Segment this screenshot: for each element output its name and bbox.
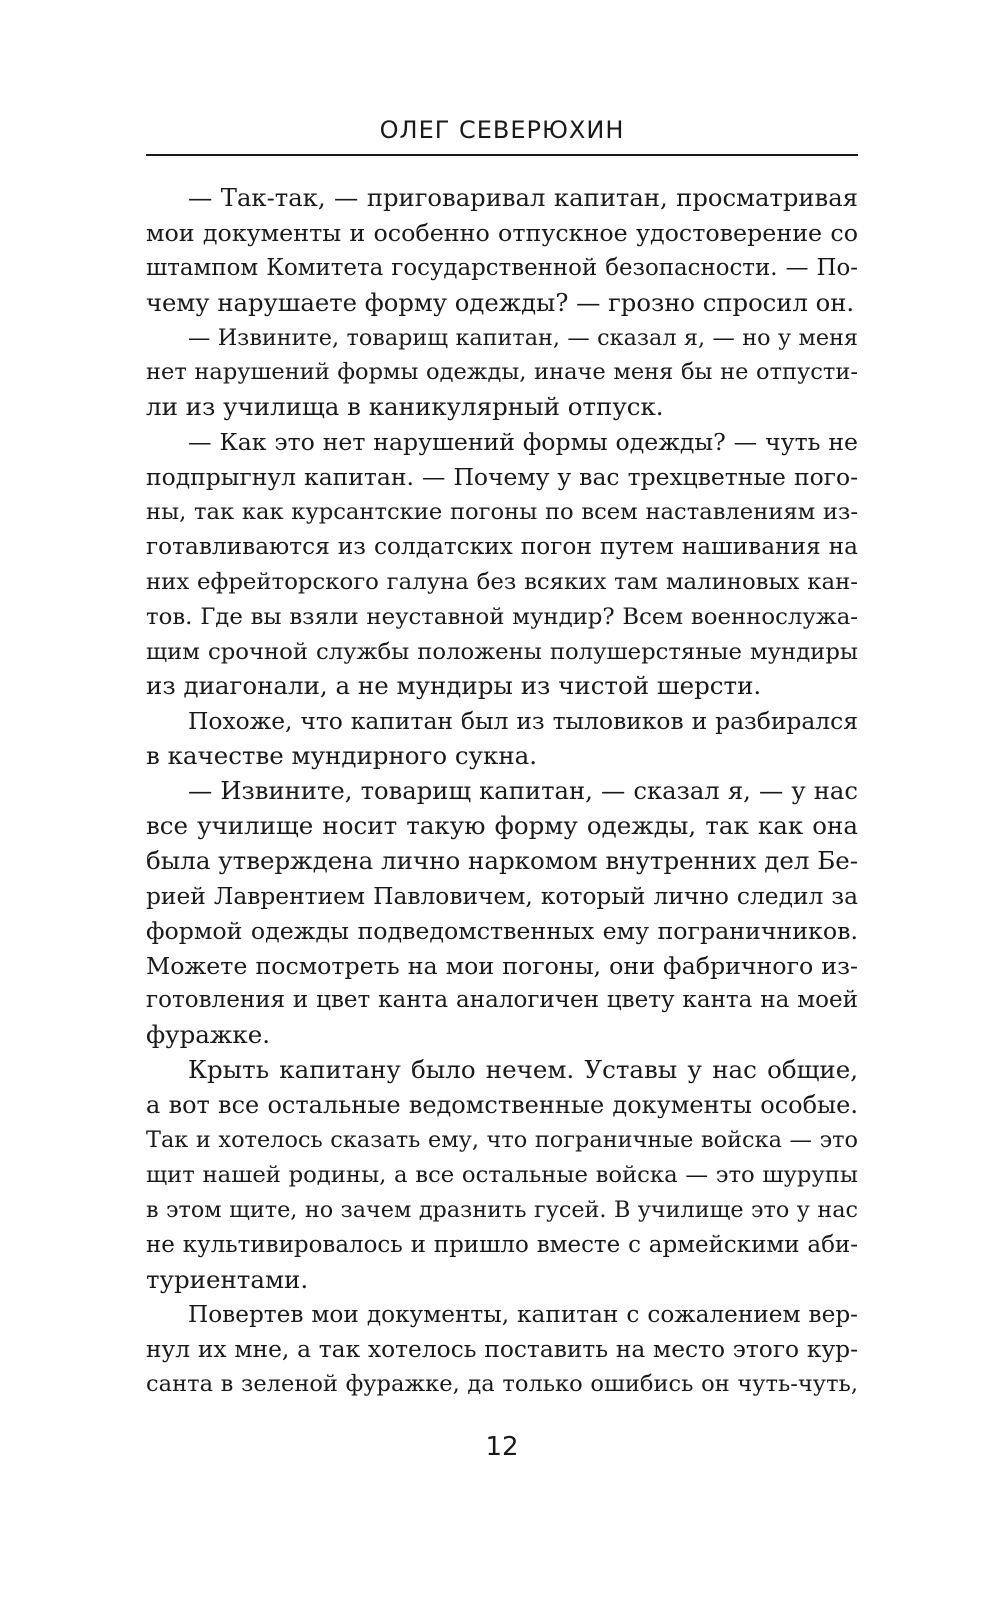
text-line: щим срочной службы положены полушерстяные мундиры bbox=[146, 638, 858, 665]
text-line: была утверждена лично наркомом внутренних дел Бе- bbox=[146, 845, 858, 875]
text-line: чему нарушаете форму одежды? — грозно спросил он. bbox=[146, 287, 855, 317]
text-line: не культивировалось и пришло вместе с армейскими аби- bbox=[146, 1231, 858, 1258]
text-line: ли из училища в каникулярный отпуск. bbox=[146, 392, 664, 422]
text-line: санта в зеленой фуражке, да только ошибись он чуть-чуть, bbox=[146, 1371, 858, 1398]
text-line: а вот все остальные ведомственные документы особые. bbox=[146, 1091, 858, 1120]
paragraph bbox=[146, 321, 858, 426]
text-line: — Извините, товарищ капитан, — сказал я, — у нас bbox=[188, 776, 858, 806]
text-line: — Так-так, — приговаривал капитан, просматривая bbox=[188, 183, 858, 212]
text-line: в качестве мундирного сукна. bbox=[146, 741, 538, 771]
page-number: 12 bbox=[485, 1432, 519, 1462]
text-line: штампом Комитета государственной безопасности. — По- bbox=[146, 254, 858, 281]
text-line: готавливаются из солдатских погон путем нашивания на bbox=[146, 532, 858, 560]
text-line: формой одежды подведомственных ему пограничников. bbox=[146, 916, 858, 945]
text-line: Похоже, что капитан был из тыловиков и разбирался bbox=[188, 707, 858, 736]
text-line: Повертев мои документы, капитан с сожалением вер- bbox=[188, 1300, 858, 1328]
text-line: рией Лаврентием Павловичем, который лично следил за bbox=[146, 881, 858, 910]
text-line: нул их мне, а так хотелось поставить на место этого кур- bbox=[146, 1335, 858, 1364]
paragraph bbox=[146, 181, 858, 321]
text-line: ны, так как курсантские погоны по всем наставлениям из- bbox=[146, 499, 858, 526]
text-line: них ефрейторского галуна без всяких там малиновых кан- bbox=[146, 568, 858, 595]
text-line: подпрыгнул капитан. — Почему у вас трехцветные пого- bbox=[146, 463, 858, 492]
text-line: туриентами. bbox=[146, 1264, 309, 1294]
paragraph bbox=[146, 774, 858, 1053]
text-line: фуражке. bbox=[146, 1020, 271, 1050]
body-text bbox=[146, 181, 858, 1402]
text-line: мои документы и особенно отпускное удостоверение со bbox=[146, 218, 858, 247]
text-line: все училище носит такую форму одежды, так как она bbox=[146, 811, 858, 841]
header-rule bbox=[146, 154, 858, 156]
text-line: Крыть капитану было нечем. Уставы у нас общие, bbox=[188, 1055, 858, 1085]
text-line: тов. Где вы взяли неуставной мундир? Всем военнослужа- bbox=[146, 603, 858, 630]
paragraph bbox=[146, 1053, 858, 1297]
text-line: из диагонали, а не мундиры из чистой шерсти. bbox=[146, 671, 762, 701]
paragraph bbox=[146, 704, 858, 774]
text-line: — Как это нет нарушений формы одежды? — чуть не bbox=[188, 428, 858, 457]
text-line: нет нарушений формы одежды, иначе меня бы не отпусти- bbox=[146, 359, 858, 386]
paragraph bbox=[146, 1298, 858, 1403]
text-line: Можете посмотреть на мои погоны, они фабричного из- bbox=[146, 951, 858, 980]
paragraph bbox=[146, 425, 858, 704]
text-line: — Извините, товарищ капитан, — сказал я, — но у меня bbox=[188, 324, 858, 351]
text-line: в этом щите, но зачем дразнить гусей. В училище это у нас bbox=[146, 1196, 858, 1223]
running-head-author: ОЛЕГ СЕВЕРЮХИН bbox=[379, 116, 625, 144]
text-line: готовления и цвет канта аналогичен цвету канта на моей bbox=[146, 987, 858, 1014]
text-line: Так и хотелось сказать ему, что пограничные войска — это bbox=[146, 1127, 858, 1154]
text-line: щит нашей родины, а все остальные войска — это шурупы bbox=[146, 1161, 858, 1188]
